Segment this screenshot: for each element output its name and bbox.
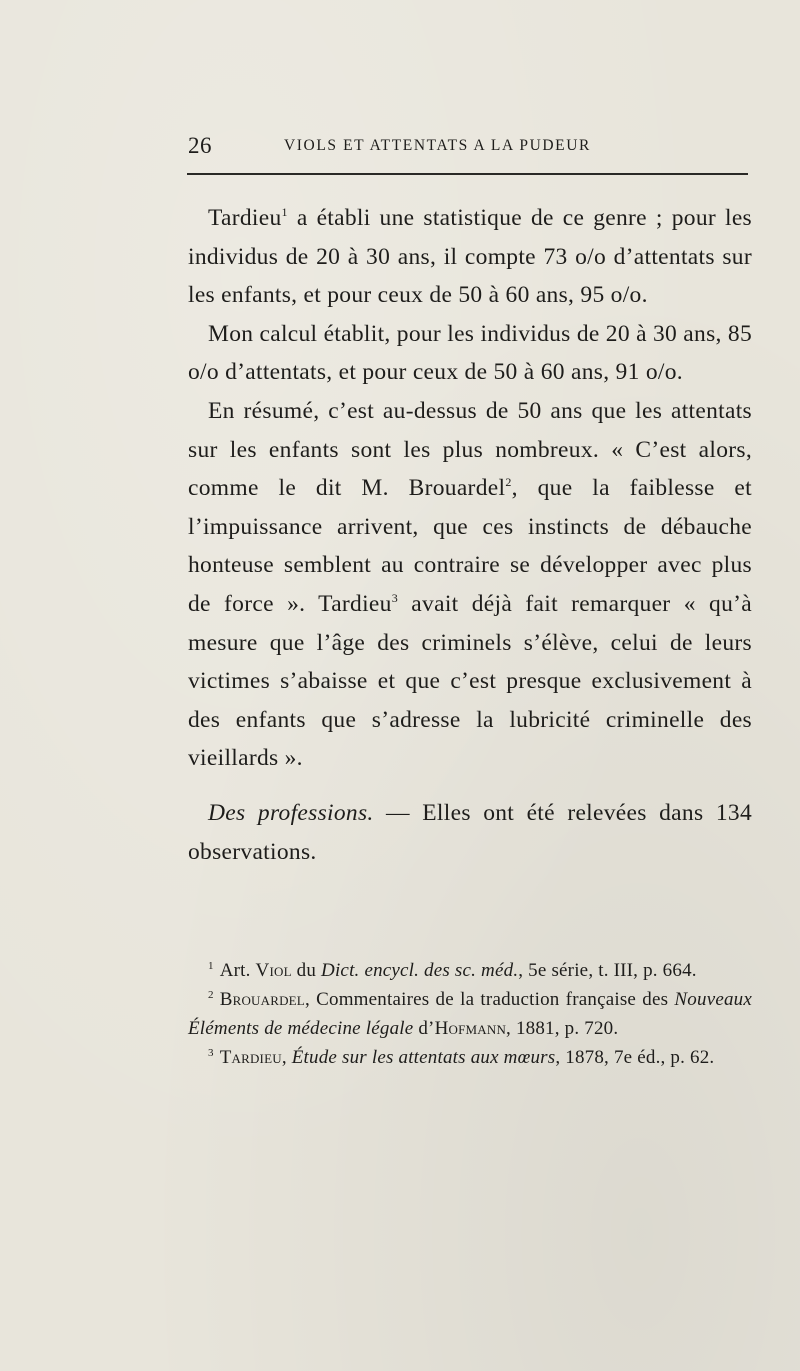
footnote-1-e: , 5e série, t. III, p. 664.	[518, 960, 697, 981]
footnote-3-title: Étude sur les attentats aux mœurs	[291, 1047, 556, 1068]
footnote-1	[188, 956, 752, 985]
footnote-ref-1: 1	[281, 205, 288, 220]
section-heading-professions: Des professions.	[208, 799, 374, 826]
footnote-1-title: Dict. encycl. des sc. méd.	[321, 960, 519, 981]
footnote-2	[188, 985, 752, 1043]
footnote-ref-2: 2	[505, 475, 512, 490]
footnote-1-c: du	[291, 960, 322, 981]
footnote-1-mark: 1	[208, 959, 214, 972]
footnote-2-title: Nouveaux Éléments de médecine légale	[188, 989, 752, 1039]
footnote-3-d: , 1878, 7e éd., p. 62.	[555, 1047, 715, 1068]
footnote-2-b: , Commentaires de la traduction française des	[304, 989, 675, 1010]
footnote-2-author-2: Hofmann	[434, 1018, 507, 1039]
footnote-2-f: , 1881, p. 720.	[506, 1018, 619, 1039]
paragraph-3-part-b: , que la faiblesse et l’impuissance arrivent, que ces instincts de débauche honteuse semblent au contraire se développer avec plus de force ». Tardieu	[188, 475, 752, 617]
paragraph-1	[188, 199, 752, 315]
page-header	[188, 133, 748, 163]
paragraph-3-part-a: En résumé, c’est au-dessus de 50 ans que les attentats sur les enfants sont les plus nombreux. « C’est alors, comme le dit M. Brouardel	[188, 397, 752, 502]
footnote-3	[188, 1043, 752, 1072]
footnote-1-b: Viol	[255, 960, 292, 981]
paragraph-1-part-b: a établi une statistique de ce genre ; pour les individus de 20 à 30 ans, il compte 73 o/o d’attentats sur les enfants, et pour ceux de 50 à 60 ans, 95 o/o.	[188, 205, 752, 309]
body-text	[188, 199, 752, 871]
footnote-2-mark: 2	[208, 988, 214, 1001]
paragraph-4-text: — Elles ont été relevées dans 134 observations.	[188, 799, 753, 865]
paragraph-4	[188, 794, 752, 871]
running-title: VIOLS ET ATTENTATS A LA PUDEUR	[284, 137, 591, 154]
footnote-1-a: Art.	[219, 960, 256, 981]
paragraph-3	[188, 392, 752, 778]
footnote-ref-3: 3	[391, 591, 399, 606]
paragraph-2: Mon calcul établit, pour les individus de 20 à 30 ans, 85 o/o d’attentats, et pour ceux de 50 à 60 ans, 91 o/o.	[188, 320, 752, 386]
paragraph-1-part-a: Tardieu	[208, 205, 282, 231]
footnote-2-d: d’	[413, 1018, 435, 1039]
footnote-3-mark: 3	[208, 1046, 214, 1059]
footnote-2-author: Brouardel	[219, 989, 305, 1010]
footnotes	[188, 956, 752, 1072]
footnote-3-author: Tardieu	[219, 1047, 282, 1068]
page-number: 26	[188, 133, 212, 158]
footnote-3-b: ,	[281, 1047, 292, 1068]
header-rule	[187, 173, 748, 175]
paragraph-3-part-c: avait déjà fait remarquer « qu’à mesure que l’âge des criminels s’élève, celui de leurs victimes s’abaisse et que c’est presque exclusivement à des enfants que s’adresse la lubricité criminelle des vieillards ».	[188, 590, 752, 772]
